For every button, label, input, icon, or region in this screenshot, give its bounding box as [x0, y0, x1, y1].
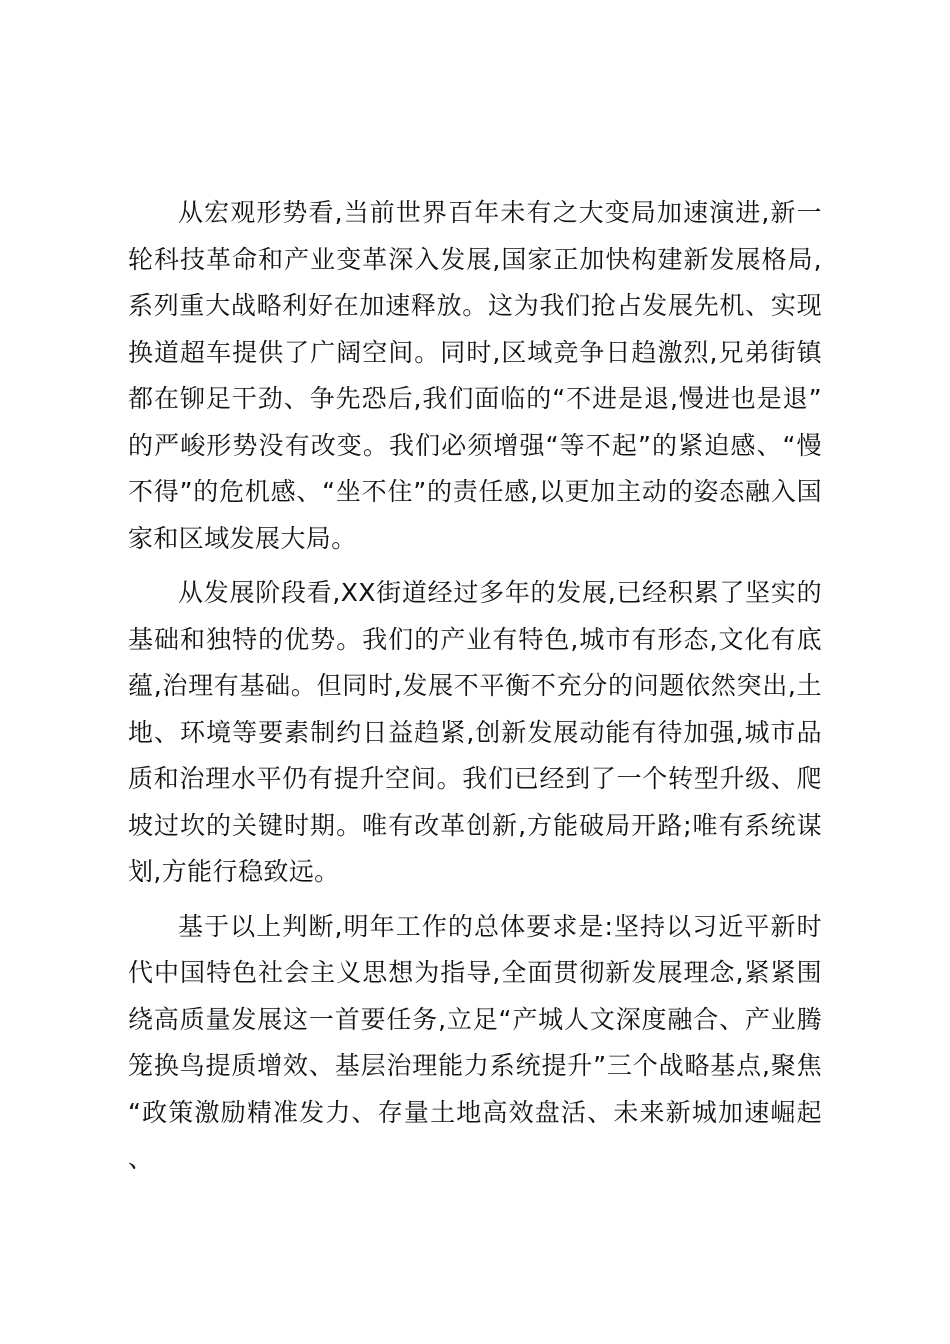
paragraph-development-stage: 从发展阶段看,XX街道经过多年的发展,已经积累了坚实的基础和独特的优势。我们的产业有特色,城市有形态,文化有底蕴,治理有基础。但同时,发展不平衡不充分的问题依然突出,土地、环境等要素制约日益趋紧,创新发展动能有待加强,城市品质和治理水平仍有提升空间。我们已经到了一个转型升级、爬坡过坎的关键时期。唯有改革创新,方能破局开路;唯有系统谋划,方能行稳致远。 [128, 578, 822, 886]
document-body [128, 190, 822, 1191]
paragraph-macro-situation: 从宏观形势看,当前世界百年未有之大变局加速演进,新一轮科技革命和产业变革深入发展,国家正加快构建新发展格局,系列重大战略利好在加速释放。这为我们抢占发展先机、实现换道超车提供了广阔空间。同时,区域竞争日趋激烈,兄弟街镇都在铆足干劲、争先恐后,我们面临的“不进是退,慢进也是退”的严峻形势没有改变。我们必须增强“等不起”的紧迫感、“慢不得”的危机感、“坐不住”的责任感,以更加主动的姿态融入国家和区域发展大局。 [128, 198, 822, 553]
paragraph-overall-requirements: 基于以上判断,明年工作的总体要求是:坚持以习近平新时代中国特色社会主义思想为指导,全面贯彻新发展理念,紧紧围绕高质量发展这一首要任务,立足“产城人文深度融合、产业腾笼换鸟提质增效、基层治理能力系统提升”三个战略基点,聚焦“政策激励精准发力、存量土地高效盘活、未来新城加速崛起、 [128, 911, 822, 1173]
